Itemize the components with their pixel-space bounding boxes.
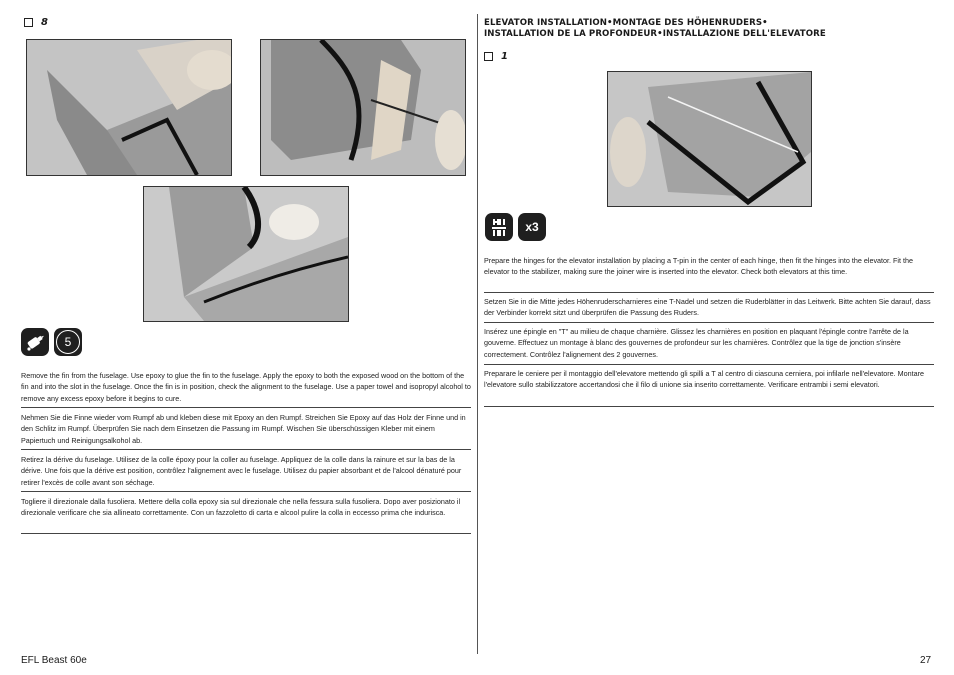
photo-elevator-hinges <box>607 71 812 207</box>
photo-fin-removal <box>26 39 232 176</box>
divider <box>21 449 471 450</box>
divider <box>484 406 934 407</box>
footer-product-name: EFL Beast 60e <box>21 655 87 666</box>
step-header-left <box>24 17 48 28</box>
divider <box>21 407 471 408</box>
cure-time-label: 5 <box>56 330 80 354</box>
step-header-right <box>484 51 508 62</box>
step-number: 8 <box>41 17 48 28</box>
hinge-count-label: x3 <box>525 220 539 234</box>
divider <box>484 322 934 323</box>
step-number: 1 <box>501 51 508 62</box>
hinge-icon <box>485 213 513 241</box>
checkbox-icon[interactable] <box>24 18 33 27</box>
section-heading-line2: INSTALLATION DE LA PROFONDEUR•INSTALLAZIONE DELL'ELEVATORE <box>484 29 826 39</box>
paragraph-french-right: Insérez une épingle en "T" au milieu de chaque charnière. Glissez les charnières en position en plaquant l'épingle contre l'arrête de la gouverne. Effectuez un montage à blanc des gouvernes de profondeur sur les charnières. Contrôlez que la tige de jonction s'insère correctement. Contrôlez l'alignement des 2 gouvernes. <box>484 327 909 359</box>
paragraph-german-right: Setzen Sie in die Mitte jedes Höhenruderscharnieres eine T-Nadel und setzen die Ruderblätter in das Leitwerk. Bitte achten Sie darauf, dass der Verbinder korrekt sitzt und überprüfen die Passung des Ruders. <box>484 297 931 318</box>
divider <box>21 533 471 534</box>
column-divider <box>477 14 478 654</box>
paragraph-english-left: Remove the fin from the fuselage. Use epoxy to glue the fin to the fuselage. Apply the epoxy to both the exposed wood on the bottom of the fin and into the slot in the fuselage. Once the fin is in position, check the alignment to the fuselage. Use a paper towel and isopropyl alcohol to remove any excess epoxy before it begins to cure. <box>21 371 471 403</box>
hinge-count-badge <box>518 213 546 241</box>
paragraph-german-left: Nehmen Sie die Finne wieder vom Rumpf ab und kleben diese mit Epoxy an den Rumpf. Streichen Sie Epoxy auf das Holz der Finne und in den Schlitz im Rumpf. Überprüfen Sie nach dem Einsetzen die Passung im Rumpf. Wischen Sie überschüssigen Kleber mit einem Papiertuch und Reinigungsalkohol ab. <box>21 413 466 445</box>
cure-time-icon <box>54 328 82 356</box>
photo-epoxy-brush <box>260 39 466 176</box>
divider <box>484 292 934 293</box>
page-number: 27 <box>920 655 932 666</box>
photo-fin-in-slot <box>143 186 349 322</box>
epoxy-bottle-icon <box>21 328 49 356</box>
divider <box>484 364 934 365</box>
paragraph-french-left: Retirez la dérive du fuselage. Utilisez de la colle époxy pour la coller au fuselage. Appliquez de la colle dans la rainure et sur la bas de la dérive. Une fois que la dérive est position, contrôlez l'alignement avec le fuselage. Utilisez du papier absorbant et de l'alcool dénaturé pour retirer l'excès de colle avant son séchage. <box>21 455 462 487</box>
section-heading-line1: ELEVATOR INSTALLATION•MONTAGE DES HÖHENRUDERS• <box>484 18 768 28</box>
divider <box>21 491 471 492</box>
icon-row-right <box>485 213 546 241</box>
checkbox-icon[interactable] <box>484 52 493 61</box>
paragraph-english-right: Prepare the hinges for the elevator installation by placing a T-pin in the center of each hinge, then fit the hinges into the elevator. Fit the elevator to the stabilizer, making sure the joiner wire is inserted into the elevator. Check both elevators at this time. <box>484 256 913 277</box>
section-heading <box>484 18 924 40</box>
paragraph-italian-right: Preparare le ceniere per il montaggio dell'elevatore mettendo gli spilli a T al centro di ciascuna cerniera, poi infilarle nell'elevatore. Montare l'elevatore sullo stabilizzatore accertandosi che il filo di unione sia inserito correttamente. Verificare entrambi i semi elevatori. <box>484 369 924 390</box>
paragraph-italian-left: Togliere il direzionale dalla fusoliera. Mettere della colla epoxy sia sul direzionale che nella fessura sulla fusoliera. Dopo aver posizionato il direzionale verificare che sia allineato correttamente. Con un fazzoletto di carta e alcool pulire la colla in eccesso prima che indurisca. <box>21 497 461 518</box>
icon-row-left <box>21 328 82 356</box>
